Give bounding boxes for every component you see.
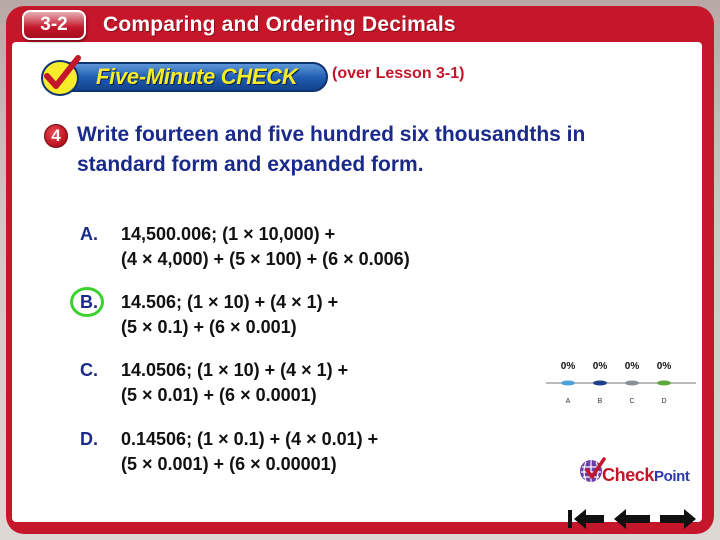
choice-letter: B. [80, 292, 98, 312]
chart-bar-base [561, 381, 575, 386]
question-text: Write fourteen and five hundred six thousandths in standard form and expanded form. [77, 123, 586, 176]
response-chart [546, 360, 696, 420]
choice-text: 0.14506; (1 × 0.1) + (4 × 0.01) + (5 × 0.001) + (6 × 0.00001) [121, 429, 379, 474]
chart-bar-base [625, 381, 639, 386]
chart-value-label: 0% [656, 361, 672, 372]
five-minute-check-label: Five-Minute CHECK [96, 64, 298, 89]
choice-letter: D. [80, 429, 98, 449]
five-minute-check-pill [52, 62, 328, 92]
chart-value-label: 0% [560, 361, 576, 372]
chart-value-label: 0% [592, 361, 608, 372]
choice-text: 14.506; (1 × 10) + (4 × 1) + (5 × 0.1) + (6 × 0.001) [121, 292, 339, 337]
lesson-number-badge: 3-2 [22, 10, 86, 40]
chart-category-label: B [597, 398, 603, 405]
checkpoint-check-word: Check [602, 465, 655, 485]
choice-letter: C. [80, 360, 98, 380]
checkpoint-label [602, 465, 690, 486]
chart-category-label: C [629, 398, 635, 405]
question-number-badge: 4 [44, 124, 68, 148]
checkpoint-logo[interactable] [578, 456, 698, 490]
next-slide-arrow-icon[interactable] [656, 506, 700, 532]
page-title: Comparing and Ordering Decimals [103, 13, 456, 36]
chart-value-label: 0% [624, 361, 640, 372]
slide-navigation [560, 506, 702, 532]
choice-text: 14,500.006; (1 × 10,000) + (4 × 4,000) + (5 × 100) + (6 × 0.006) [121, 224, 410, 269]
chart-bar-base [593, 381, 607, 386]
over-lesson-reference: (over Lesson 3-1) [332, 65, 465, 82]
choice-letter: A. [80, 224, 98, 244]
checkmark-icon [38, 54, 84, 98]
previous-slide-arrow-icon[interactable] [610, 506, 654, 532]
five-minute-check-banner [38, 58, 330, 94]
first-slide-arrow-icon[interactable] [564, 506, 608, 532]
chart-bar-base [657, 381, 671, 386]
choice-text: 14.0506; (1 × 10) + (4 × 1) + (5 × 0.01) + (6 × 0.0001) [121, 360, 349, 405]
response-chart-svg [546, 360, 696, 420]
chart-category-label: A [565, 398, 571, 405]
chart-category-label: D [661, 398, 667, 405]
checkpoint-point-word: Point [654, 468, 690, 485]
